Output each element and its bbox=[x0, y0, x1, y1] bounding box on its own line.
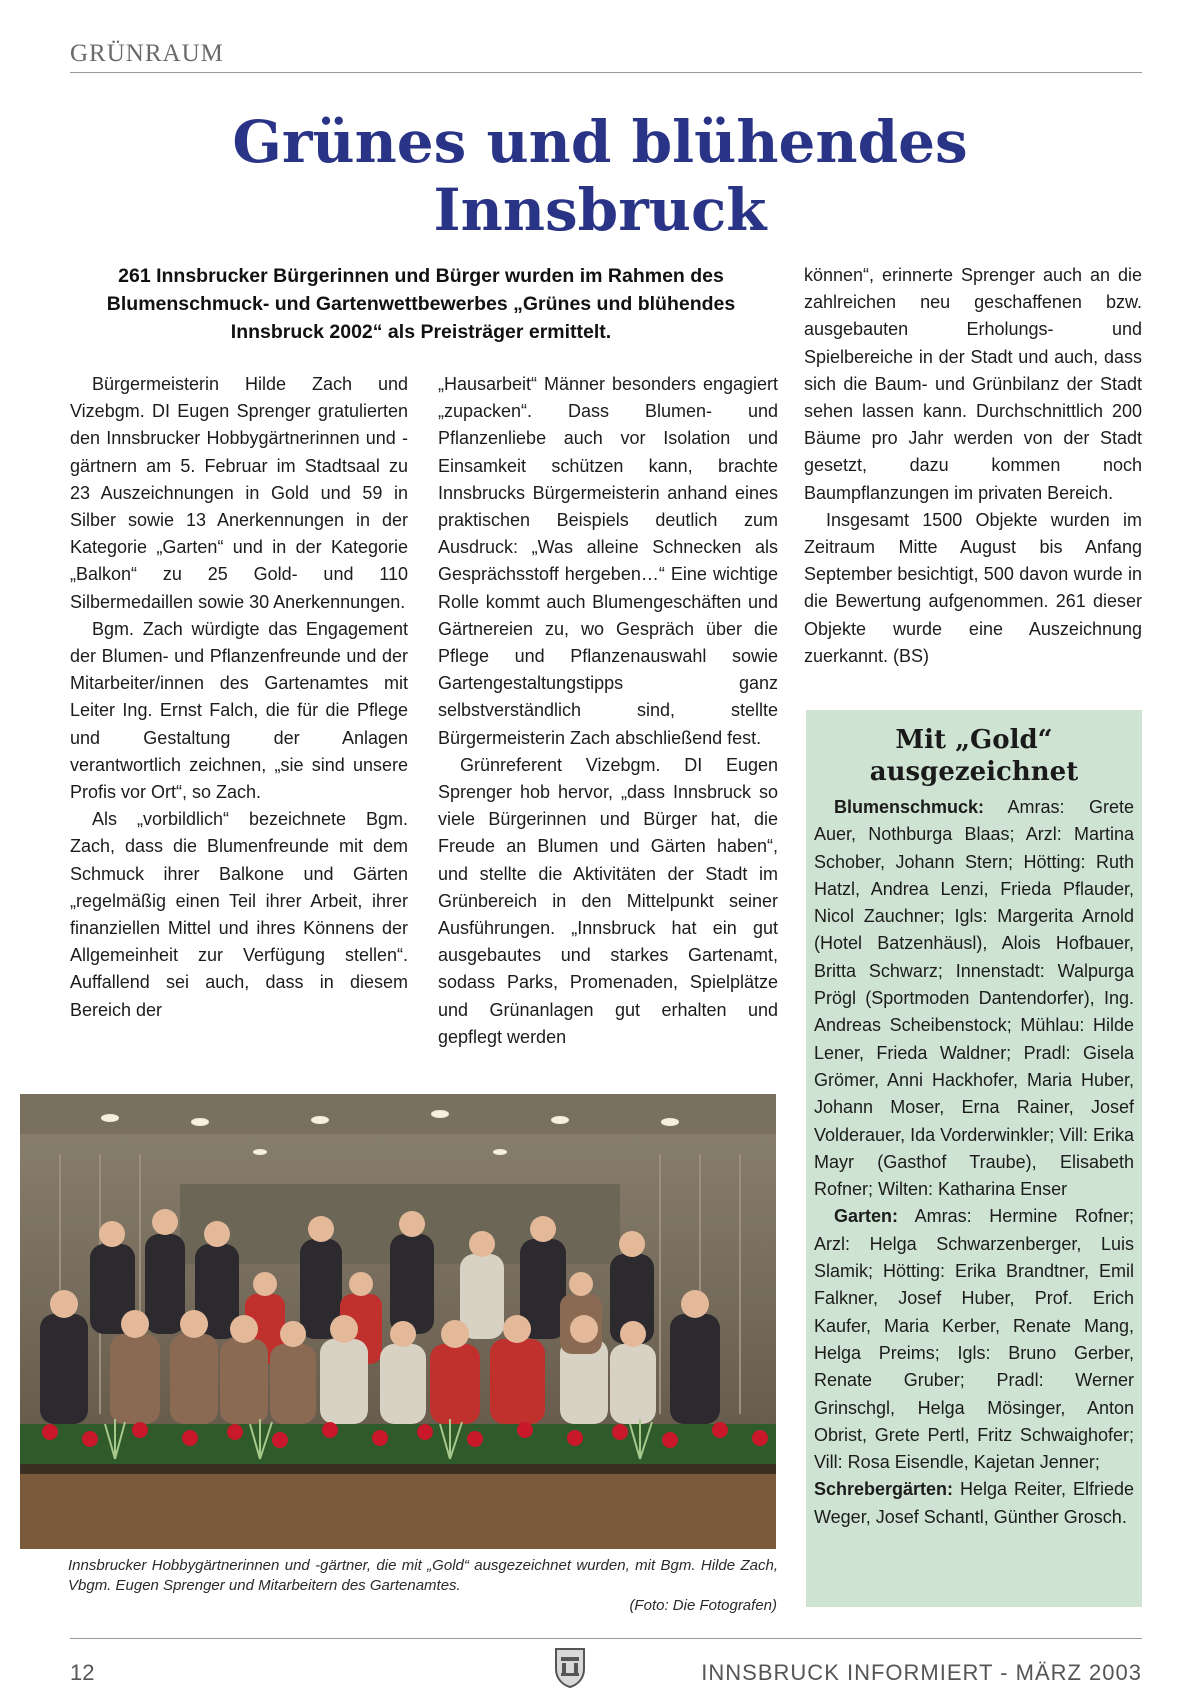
box-title: Mit „Gold“ ausgezeichnet bbox=[869, 725, 1079, 787]
publication-name: INNSBRUCK INFORMIERT - MÄRZ 2003 bbox=[701, 1660, 1142, 1685]
flower-bed bbox=[20, 1419, 776, 1464]
box-section-schrebergaerten bbox=[814, 1476, 1134, 1531]
bottom-divider bbox=[70, 1638, 1142, 1639]
box-section-garten bbox=[814, 1203, 1134, 1476]
box-text bbox=[814, 794, 1134, 1531]
city-crest-icon bbox=[553, 1645, 587, 1689]
box-section-text: Helga Reiter, Elfriede Weger, Josef Schantl, Günther Grosch. bbox=[814, 1479, 1134, 1527]
box-section-text: Amras: Grete Auer, Nothburga Blaas; Arzl: Martina Schober, Johann Stern; Hötting: Ruth Hatzl, Andrea Lenzi, Frieda Pflauder, Nicol Zauchner; Igls: Margerita Arnold (Hotel Batzenhäusl), Alois Hofbauer, Britta Schwarz; Innenstadt: Walpurga Prögl (Sportmoden Dantendorfer), Ing. Andreas Scheibenstock; Mühlau: Hilde Lener, Frieda Waldner; Pradl: Gisela Grömer, Anni Hackhofer, Maria Huber, Johann Moser, Erna Rainer, Josef Volderauer, Ida Vorderwinkler; Vill: Erika Mayr (Gasthof Traube), Elisabeth Rofner; Wilten: Katharina Enser bbox=[814, 797, 1134, 1200]
box-section-blumenschmuck bbox=[814, 794, 1134, 1203]
paragraph: Grünreferent Vizebgm. DI Eugen Sprenger hob hervor, „dass Innsbruck so viele Bürgerinnen und Bürger hat, die Freude an Blumen und Gärten haben“, und stellte die Aktivitäten der Stadt im Grünbereich in den Mittelpunkt seiner Ausführungen. „Innsbruck hat ein gut ausgebautes und starkes Gartenamt, sodass Parks, Promenaden, Spielplätze und Grünanlagen gut erhalten und gepflegt werden bbox=[438, 754, 778, 1047]
box-section-label: Garten: bbox=[834, 1206, 899, 1227]
photo-caption: Innsbrucker Hobbygärtnerinnen und -gärtner, die mit „Gold“ ausgezeichnet wurden, mit Bgm. Hilde Zach, Vbgm. Eugen Sprenger und Mitarbeitern des Gartenamtes. bbox=[68, 1557, 778, 1594]
box-section-label: Schrebergärten: bbox=[814, 1479, 954, 1500]
box-section-text: Amras: Hermine Rofner; Arzl: Helga Schwarzenberger, Luis Slamik; Hötting: Erika Brandtner, Emil Falkner, Josef Huber, Prof. Erich Kaufer, Maria Kerber, Renate Mang, Helga Preims; Igls: Bruno Gerber, Renate Gruber; Pradl: Werner Grinschgl, Helga Mösinger, Anton Obrist, Grete Pertl, Fritz Schwaighofer; Vill: Rosa Eisendle, Kajetan Jenner; bbox=[814, 1206, 1134, 1473]
paragraph: Bgm. Zach würdigte das Engagement der Blumen- und Pflanzenfreunde und der Mitarbeiter/innen des Gartenamtes mit Leiter Ing. Ernst Falch, die für die Pflege und Gestaltung der Anlagen verantwortlich zeichnen, „sie sind unsere Profis vor Ort“, so Zach. bbox=[70, 618, 408, 803]
page-number: 12 bbox=[70, 1660, 95, 1685]
section-label: GRÜNRAUM bbox=[70, 40, 224, 67]
paragraph: können“, erinnerte Sprenger auch an die zahlreichen neu geschaffenen bzw. ausgebauten Erholungs- und Spielbereiche in der Stadt und auch, dass sich die Baum- und Grünbilanz der Stadt sehen lassen kann. Durchschnittlich 200 Bäume pro Jahr werden von der Stadt gesetzt, dazu kommen noch Baumpflanzungen im privaten Bereich. bbox=[804, 265, 1142, 503]
body-column-2 bbox=[438, 371, 778, 1051]
gold-winners-box bbox=[806, 710, 1142, 1607]
article-lead: 261 Innsbrucker Bürgerinnen und Bürger wurden im Rahmen des Blumenschmuck- und Gartenwettbewerbes „Grünes und blühendes Innsbruck 2002“ als Preisträger ermittelt. bbox=[106, 265, 736, 343]
paragraph: Insgesamt 1500 Objekte wurden im Zeitraum Mitte August bis Anfang September besichtigt, 500 davon wurde in die Bewertung aufgenommen. 261 dieser Objekte wurde eine Auszeichnung zuerkannt. (BS) bbox=[804, 509, 1142, 666]
body-column-3 bbox=[804, 262, 1142, 670]
top-divider bbox=[70, 72, 1142, 73]
photo-credit: (Foto: Die Fotografen) bbox=[629, 1597, 777, 1614]
paragraph: Als „vorbildlich“ bezeichnete Bgm. Zach, dass die Blumenfreunde mit dem Schmuck ihrer Balkone und Gärten „regelmäßig einen Teil ihrer Arbeit, ihrer finanziellen Mittel und ihres Könnens der Allgemeinheit zur Verfügung stellen“. Auffallend sei auch, dass in diesem Bereich der bbox=[70, 809, 408, 1020]
box-section-label: Blumenschmuck: bbox=[834, 797, 985, 817]
paragraph: „Hausarbeit“ Männer besonders engagiert „zupacken“. Dass Blumen- und Pflanzenliebe auch vor Isolation und Einsamkeit schützen kann, brachte Innsbrucks Bürgermeisterin anhand eines praktischen Beispiels deutlich zum Ausdruck: „Was alleine Schnecken als Gesprächsstoff hergeben…“ Eine wichtige Rolle kommt auch Blumengeschäften und Gärtnereien zu, wo Gespräch über die Pflege und Pflanzenauswahl sowie Gartengestaltungstipps ganz selbstverständlich sind, stellte Bürgermeisterin Zach abschließend fest. bbox=[438, 374, 778, 748]
group-photo bbox=[20, 1094, 776, 1549]
paragraph: Bürgermeisterin Hilde Zach und Vizebgm. DI Eugen Sprenger gratulierten den Innsbrucker Hobbygärtnerinnen und -gärtnern am 5. Februar im Stadtsaal zu 23 Auszeichnungen in Gold und 59 in Silber sowie 13 Anerkennungen in der Kategorie „Garten“ und in der Kategorie „Balkon“ zu 25 Gold- und 110 Silbermedaillen sowie 30 Anerkennungen. bbox=[70, 374, 408, 612]
group-photo-illustration bbox=[20, 1094, 776, 1549]
body-column-1 bbox=[70, 371, 408, 1024]
article-headline: Grünes und blühendes Innsbruck bbox=[232, 108, 968, 244]
